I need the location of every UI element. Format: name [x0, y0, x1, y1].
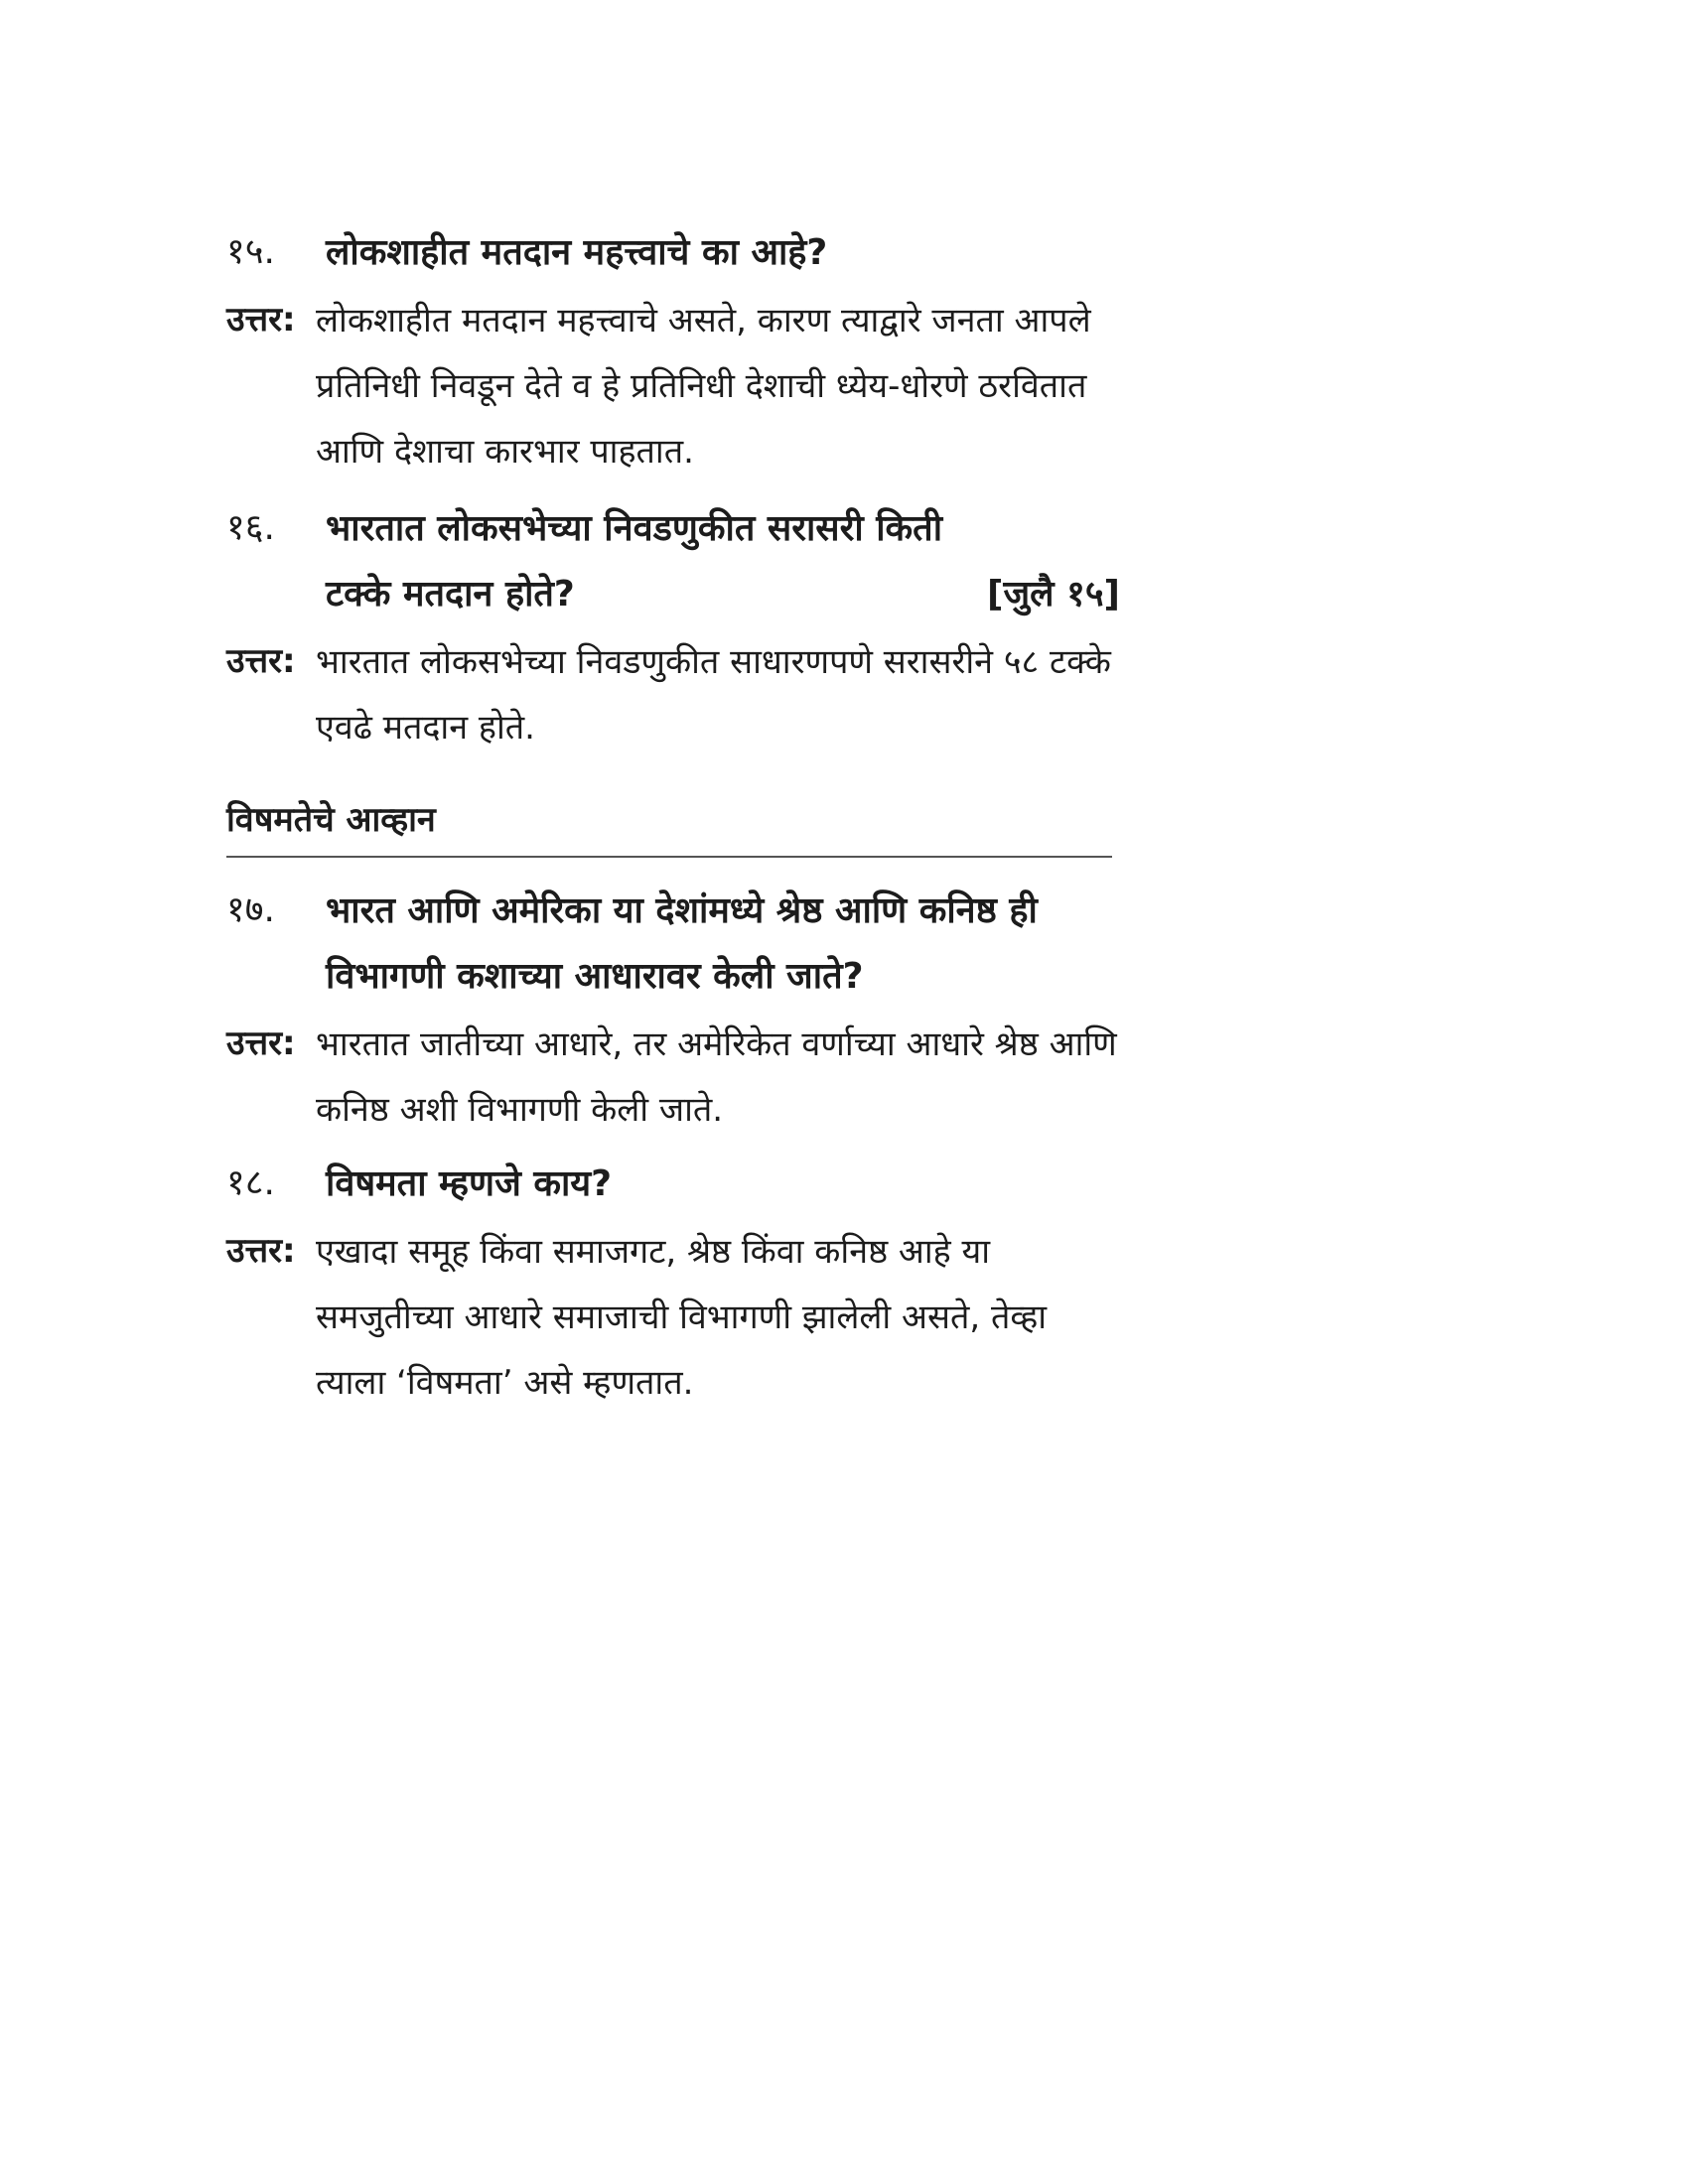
- answer-18: [226, 1219, 1120, 1416]
- answer-label: उत्तर:: [226, 1231, 296, 1271]
- answer-label: उत्तर:: [226, 1024, 296, 1063]
- answer-label: उत्तर:: [226, 300, 296, 340]
- answer-label: उत्तर:: [226, 641, 296, 681]
- question-18-block: [226, 1152, 1120, 1416]
- question-number: १५.: [226, 231, 275, 272]
- question-text: भारत आणि अमेरिका या देशांमध्ये श्रेष्ठ आणि कनिष्ठ ही विभागणी कशाच्या आधारावर केली जाते?: [326, 890, 1038, 997]
- answer-text: एखादा समूह किंवा समाजगट, श्रेष्ठ किंवा कनिष्ठ आहे या समजुतीच्या आधारे समाजाची विभागणी झालेली असते, तेव्हा त्याला ‘विषमता’ असे म्हणतात.: [316, 1232, 1048, 1403]
- question-text: [326, 496, 1120, 627]
- answer-17: [226, 1012, 1120, 1143]
- answer-16: [226, 629, 1120, 760]
- question-16-block: [226, 496, 1120, 760]
- exam-tag: [जुलै १५]: [987, 574, 1120, 614]
- question-17: [226, 879, 1120, 1010]
- question-line-2: [326, 562, 1120, 627]
- answer-15: [226, 288, 1120, 484]
- question-16: [226, 496, 1120, 627]
- question-18: [226, 1152, 1120, 1217]
- question-number: १८.: [226, 1162, 275, 1203]
- question-line-1: भारतात लोकसभेच्या निवडणुकीत सरासरी किती: [326, 508, 943, 549]
- answer-text: लोकशाहीत मतदान महत्त्वाचे असते, कारण त्याद्वारे जनता आपले प्रतिनिधी निवडून देते व हे प्रतिनिधी देशाची ध्येय-धोरणे ठरवितात आणि देशाचा कारभार पाहतात.: [316, 301, 1091, 472]
- question-line-2-text: टक्के मतदान होते?: [326, 574, 575, 614]
- question-text: लोकशाहीत मतदान महत्त्वाचे का आहे?: [326, 232, 828, 273]
- question-15: [226, 220, 1120, 286]
- answer-text: भारतात जातीच्या आधारे, तर अमेरिकेत वर्णाच्या आधारे श्रेष्ठ आणि कनिष्ठ अशी विभागणी केली जाते.: [316, 1024, 1117, 1130]
- answer-text: भारतात लोकसभेच्या निवडणुकीत साधारणपणे सरासरीने ५८ टक्के एवढे मतदान होते.: [316, 642, 1111, 748]
- question-text: विषमता म्हणजे काय?: [326, 1163, 613, 1204]
- question-17-block: [226, 879, 1120, 1143]
- question-15-block: [226, 220, 1120, 484]
- section-heading: विषमतेचे आव्हान: [226, 792, 1112, 858]
- question-number: १७.: [226, 889, 275, 930]
- question-number: १६.: [226, 507, 275, 548]
